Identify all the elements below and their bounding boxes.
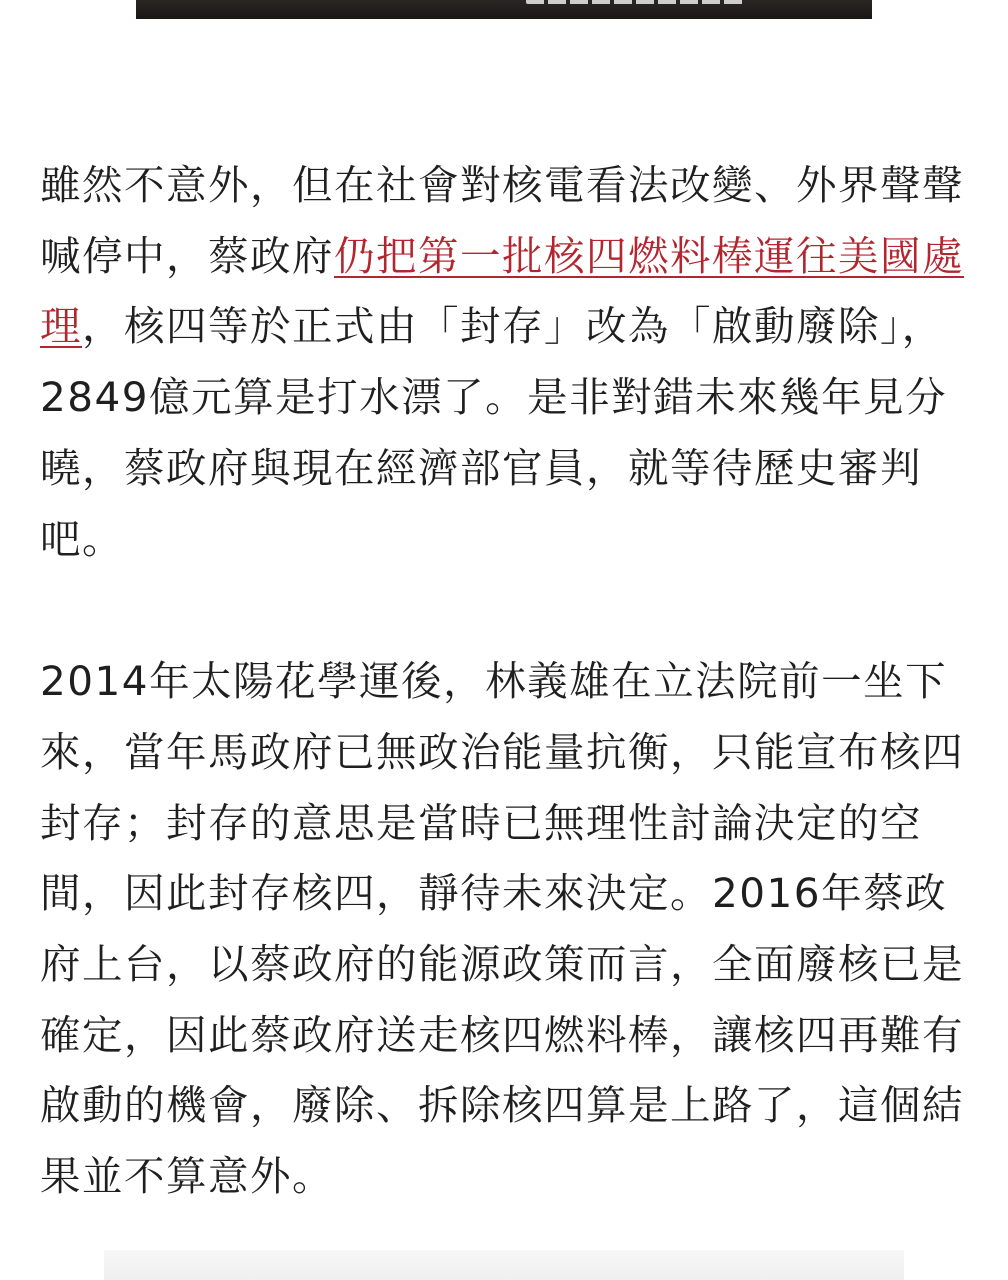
article-paragraph-2: 2014年太陽花學運後，林義雄在立法院前一坐下來，當年馬政府已無政治能量抗衡，只能宣布核四封存；封存的意思是當時已無理性討論決定的空間，因此封存核四，靜待未來決定。2016年蔡政府上台，以蔡政府的能源政策而言，全面廢核已是確定，因此蔡政府送走核四燃料棒，讓核四再難有啟動的機會，廢除、拆除核四算是上路了，這個結果並不算意外。 <box>40 657 964 1201</box>
nuclear-fuel-rods-link[interactable]: 仍把第一批核四燃料棒運往美國處理 <box>40 231 964 351</box>
article-paragraph-1 <box>40 150 968 574</box>
photo-caption-fragment <box>526 0 746 4</box>
paragraph-1-text-after-link: ，核四等於正式由「封存」改為「啟動廢除」，2849億元算是打水漂了。是非對錯未來幾年見分曉，蔡政府與現在經濟部官員，就等待歷史審判吧。 <box>40 302 948 563</box>
article-photo-bottom-edge <box>136 0 872 19</box>
article-body <box>40 150 968 1212</box>
next-content-block-edge <box>104 1250 904 1280</box>
paragraph-1-text-before-link: 雖然不意外，但在社會對核電看法改變、外界聲聲喊停中，蔡政府 <box>40 161 964 280</box>
